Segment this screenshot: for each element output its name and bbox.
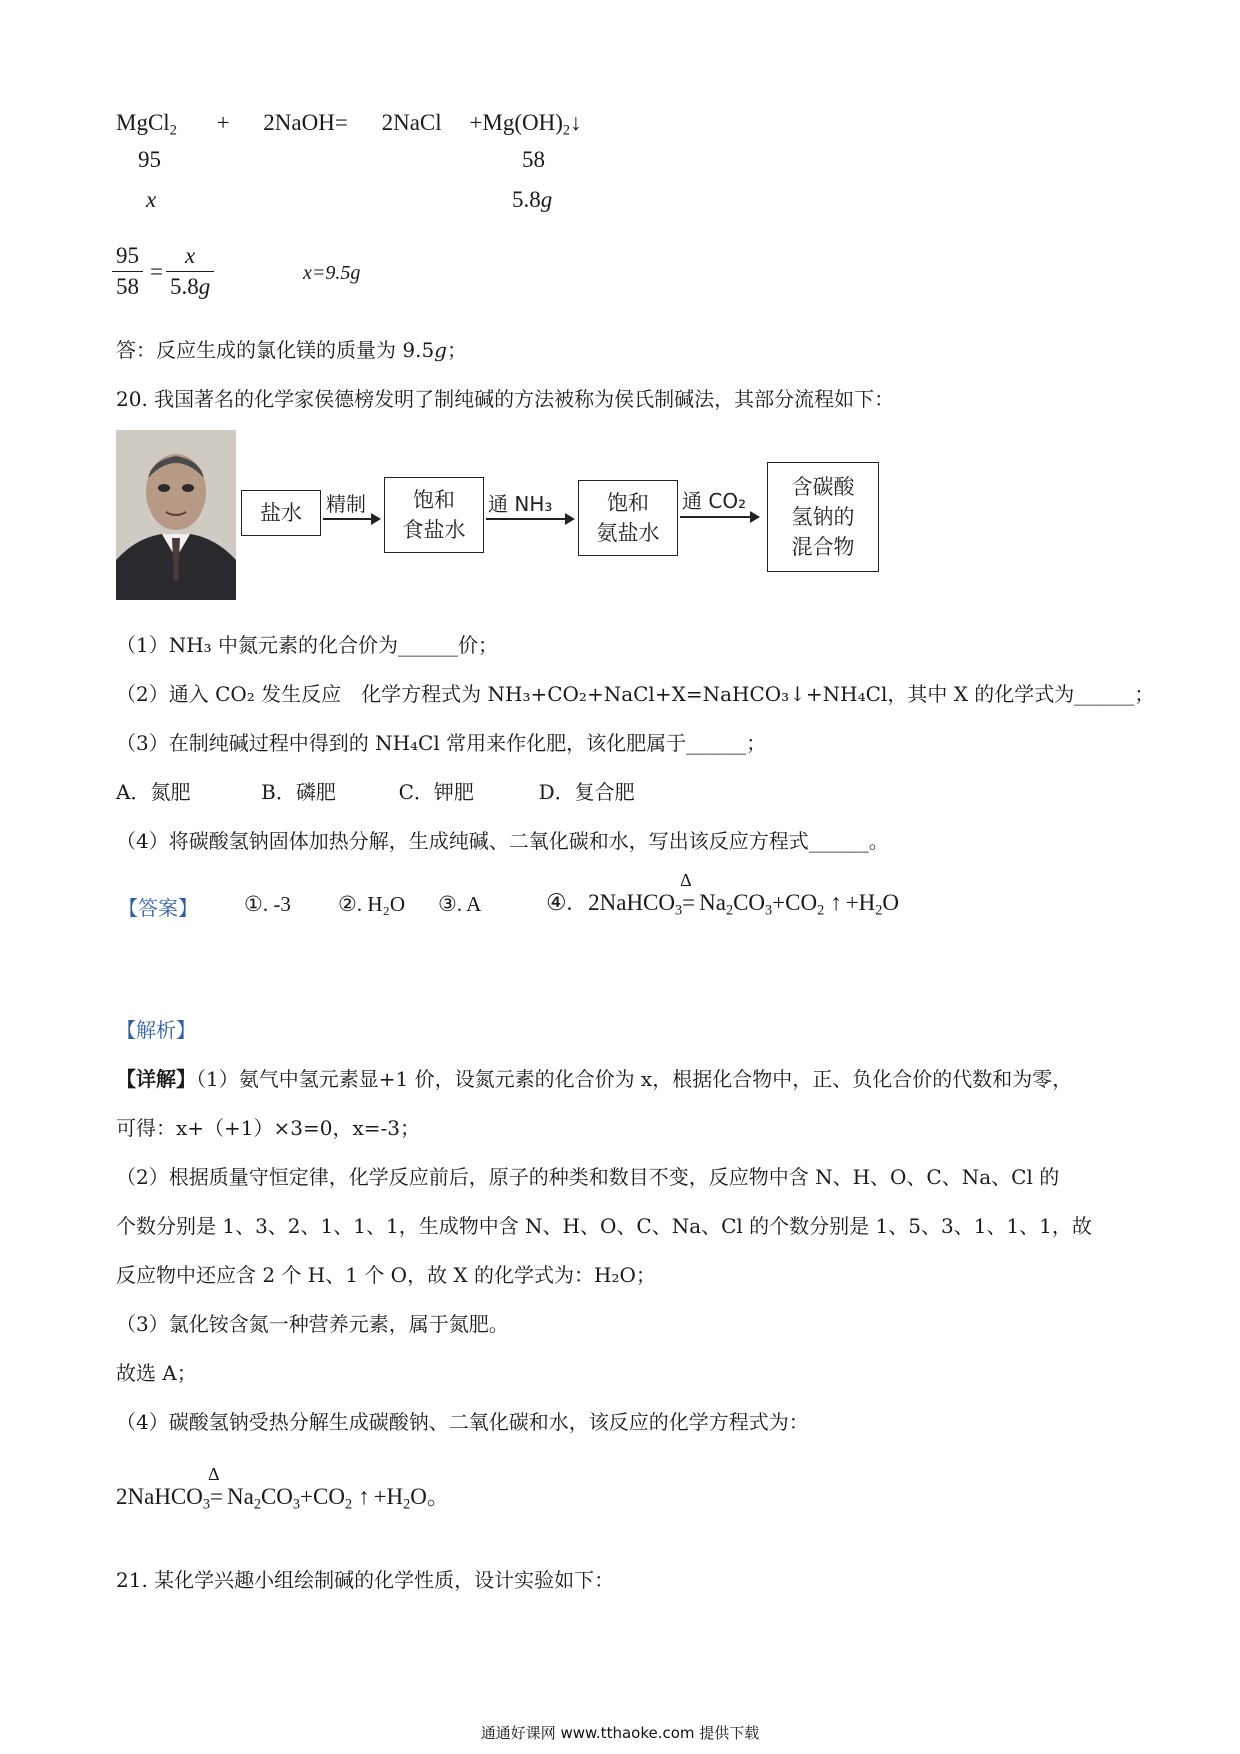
option-b: B．磷肥 (261, 780, 336, 804)
analysis-line-2: 可得：x+（+1）×3=0，x=-3； (116, 1116, 421, 1140)
flow-arrow-3 (680, 516, 758, 518)
flow-step-co2: 通 CO₂ (682, 489, 747, 513)
analysis-line-4: 个数分别是 1、3、2、1、1、1，生成物中含 N、H、O、C、Na、Cl 的个数分别是 1、5、3、1、1、1，故 (116, 1214, 1092, 1238)
analysis-equation: 2NaHCO$_3$ Δ = $Na_2CO_3+CO_2$ ↑ $+H_2O$。 (116, 1464, 450, 1513)
reaction-equation: MgCl$_2$ + 2NaOH= 2NaCl $+Mg(OH)_2↓$ (116, 110, 582, 139)
calc-answer: 答：反应生成的氯化镁的质量为 9.5g； (116, 338, 467, 362)
analysis-line-7: 故选 A； (116, 1361, 197, 1385)
answer-2: ②. H₂O (338, 892, 405, 916)
fraction-equals: = (150, 259, 163, 284)
q20-sub1: （1）NH₃ 中氮元素的化合价为______价； (116, 633, 499, 657)
hou-debang-portrait (116, 430, 236, 600)
option-d: D．复合肥 (538, 780, 635, 804)
flow-arrow-2 (486, 518, 573, 520)
flow-box-bicarbonate-mixture: 含碳酸 氢钠的 混合物 (767, 462, 879, 572)
analysis-line-3: （2）根据质量守恒定律，化学反应前后，原子的种类和数目不变，反应物中含 N、H、O、C、Na、Cl 的 (116, 1165, 1060, 1189)
analysis-line-1: 【详解】（1）氨气中氢元素显+1 价，设氮元素的化合价为 x，根据化合物中，正、负化合价的代数和为零， (116, 1067, 1073, 1091)
fraction-x-5.8g: $\frac{x}{5.8g}$ (166, 243, 214, 300)
molar-mass-mgoh2: 58 (522, 147, 545, 172)
option-a: A．氮肥 (116, 780, 191, 804)
result-x: x=9.5g (303, 262, 361, 284)
analysis-line-8: （4）碳酸氢钠受热分解生成碳酸钠、二氧化碳和水，该反应的化学方程式为： (116, 1410, 809, 1434)
q20-sub3: （3）在制纯碱过程中得到的 NH₄Cl 常用来作化肥，该化肥属于______； (116, 731, 767, 755)
flow-step-refine: 精制 (326, 492, 366, 516)
fraction-95-58: $\frac{95}{58}$ (112, 243, 143, 300)
answer-3: ③. A (438, 892, 482, 916)
q20-sub2: （2）通入 CO₂ 发生反应 化学方程式为 NH₃+CO₂+NaCl+X=NaHCO₃↓+NH₄Cl，其中 X 的化学式为______； (116, 682, 1155, 706)
option-c: C．钾肥 (398, 780, 474, 804)
flow-arrow-1 (323, 518, 379, 520)
answer-tag: 【答案】 (118, 896, 198, 920)
q20-options (116, 778, 635, 806)
q21-stem: 21. 某化学兴趣小组绘制碱的化学性质，设计实验如下： (116, 1568, 615, 1592)
analysis-tag: 【解析】 (116, 1018, 196, 1042)
answer-1: ①. -3 (244, 892, 291, 916)
portrait-image-icon (116, 430, 236, 600)
mass-mgoh2: 5.8g (512, 187, 553, 212)
flow-step-nh3: 通 NH₃ (488, 492, 553, 516)
answer-4: ④. 2NaHCO$_3$ Δ = $Na_2CO_3+CO_2$ ↑ $+H_2O$ (546, 870, 900, 919)
unknown-x: x (146, 187, 157, 212)
molar-mass-mgcl2: 95 (138, 147, 161, 172)
flow-box-ammonia-brine: 饱和 氨盐水 (578, 480, 678, 556)
q20-sub4: （4）将碳酸氢钠固体加热分解，生成纯碱、二氧化碳和水，写出该反应方程式______。 (116, 829, 889, 853)
analysis-line-6: （3）氯化铵含氮一种营养元素，属于氮肥。 (116, 1312, 509, 1336)
analysis-line-5: 反应物中还应含 2 个 H、1 个 O，故 X 的化学式为：H₂O； (116, 1263, 656, 1287)
flow-box-saturated-brine: 饱和 食盐水 (384, 477, 484, 553)
flow-box-brine: 盐水 (241, 490, 321, 536)
footer-watermark: 通通好课网 www.tthaoke.com 提供下载 (480, 1724, 760, 1742)
q20-stem: 20. 我国著名的化学家侯德榜发明了制纯碱的方法被称为侯氏制碱法，其部分流程如下： (116, 387, 895, 411)
